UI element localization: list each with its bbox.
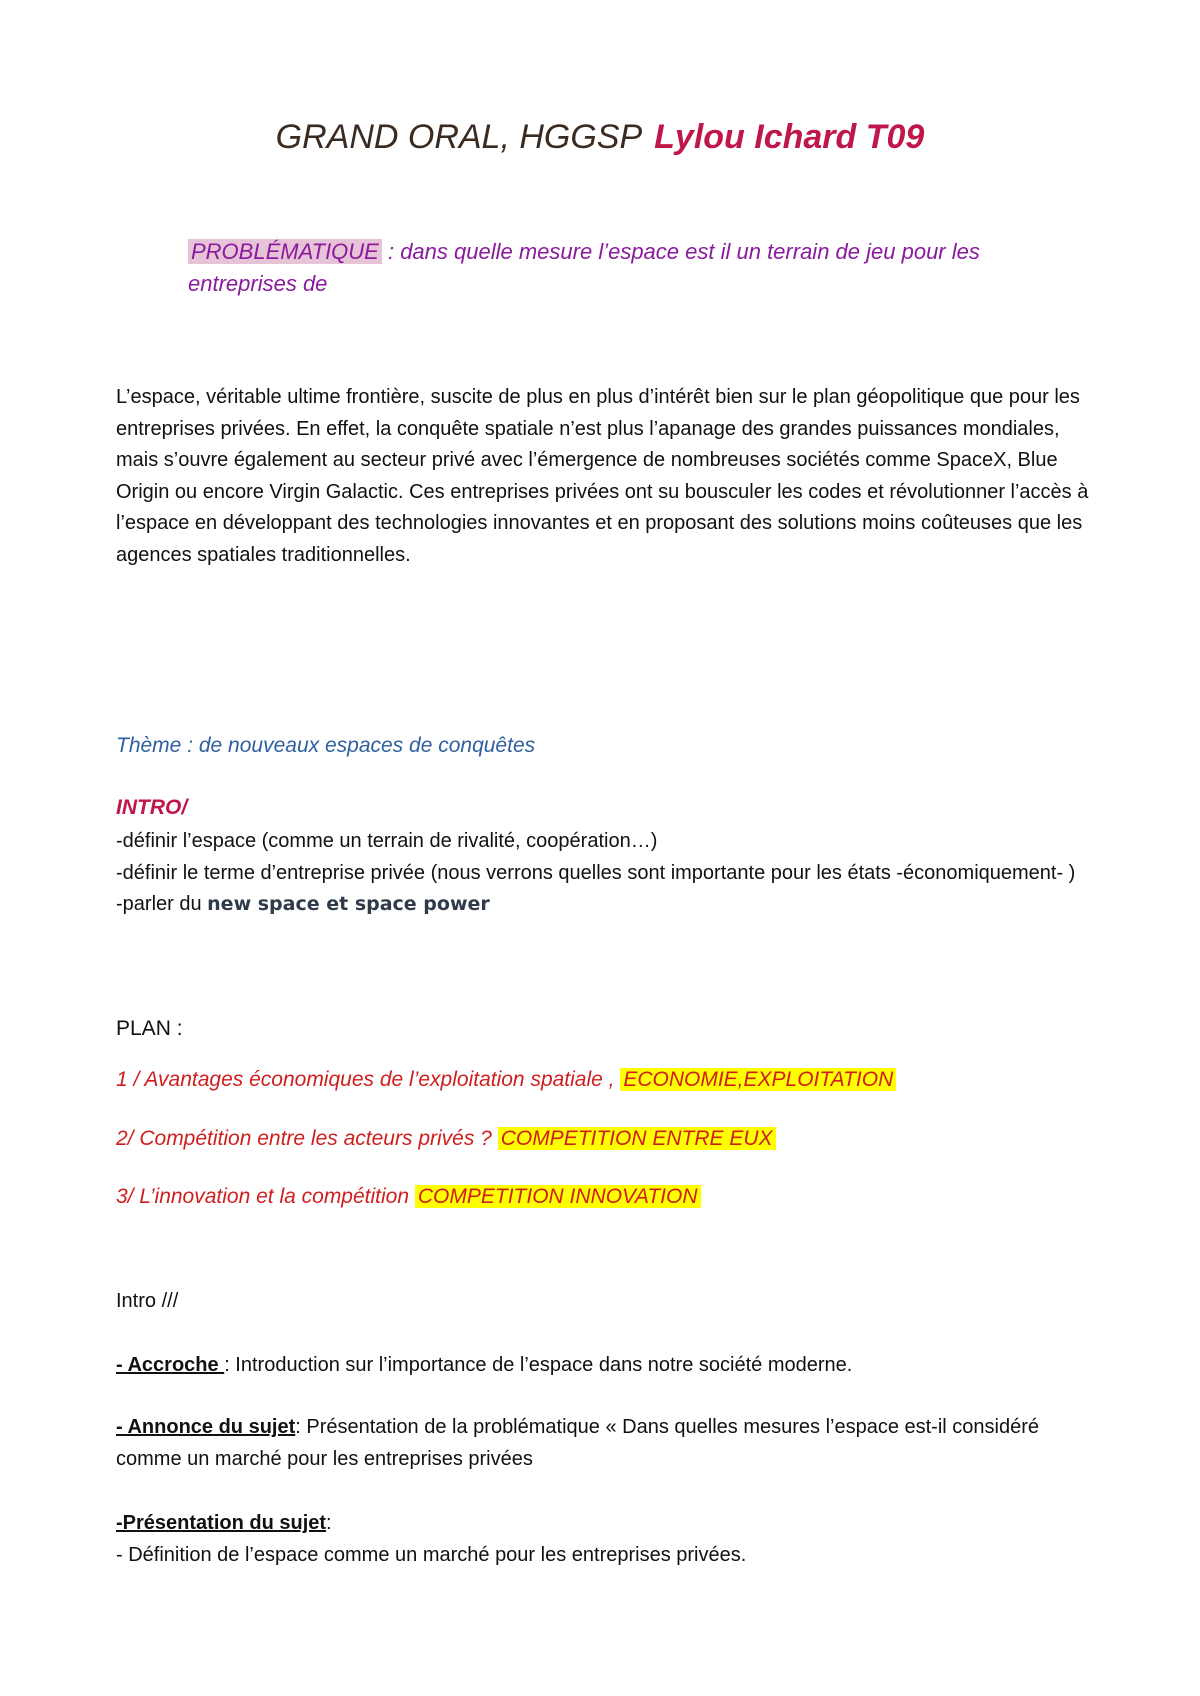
- accroche-label: - Accroche: [116, 1354, 225, 1376]
- plan-item-3: [116, 1185, 701, 1209]
- plan-item-1-highlight: ECONOMIE,EXPLOITATION: [620, 1068, 896, 1091]
- problematique: [188, 236, 1088, 300]
- plan-item-1: [116, 1068, 896, 1092]
- problematique-label: PROBLÉMATIQUE: [188, 239, 382, 264]
- plan-label: PLAN :: [116, 1017, 183, 1040]
- intro-item-3-term: new space et space power: [207, 893, 490, 915]
- intro-list: [116, 826, 1076, 921]
- plan-item-3-text: 3/ L’innovation et la compétition: [116, 1185, 415, 1208]
- intro-item-3: [116, 889, 1076, 921]
- theme-line: Thème : de nouveaux espaces de conquêtes: [116, 734, 536, 757]
- intro-heading: INTRO/: [116, 796, 188, 819]
- intro-item-1: -définir l’espace (comme un terrain de rivalité, coopération…): [116, 830, 658, 852]
- plan-item-2-highlight: COMPETITION ENTRE EUX: [498, 1127, 776, 1150]
- intro-item-3-prefix: -parler du: [116, 893, 208, 915]
- presentation-du-sujet: [116, 1508, 1096, 1571]
- intro-paragraph: L’espace, véritable ultime frontière, suscite de plus en plus d’intérêt bien sur le plan géopolitique que pour les entreprises privées. En effet, la conquête spatiale n’est plus l’apanage des grandes puissances mondiales, mais s’ouvre également au secteur privé avec l’émergence de nombreuses sociétés comme SpaceX, Blue Origin ou encore Virgin Galactic. Ces entreprises privées ont su bousculer les codes et révolutionner l’accès à l’espace en développant des technologies innovantes et en proposant des solutions moins coûteuses que les agences spatiales traditionnelles.: [116, 386, 1089, 566]
- plan-item-3-highlight: COMPETITION INNOVATION: [415, 1185, 701, 1208]
- document-title: [0, 118, 1200, 157]
- presentation-item: - Définition de l’espace comme un marché pour les entreprises privées.: [116, 1543, 747, 1566]
- plan-item-2-text: 2/ Compétition entre les acteurs privés ?: [116, 1127, 498, 1150]
- intro-section-heading: Intro ///: [116, 1290, 179, 1312]
- annonce-text: : Présentation de la problématique « Dans quelles mesures l’espace est-il considéré comme un marché pour les entreprises privées: [116, 1416, 1040, 1470]
- accroche-text: : Introduction sur l’importance de l’espace dans notre société moderne.: [224, 1354, 853, 1376]
- title-text: GRAND ORAL, HGGSP: [275, 118, 643, 156]
- presentation-label: -Présentation du sujet: [116, 1512, 327, 1534]
- plan-item-2: [116, 1127, 776, 1151]
- author-name: Lylou Ichard T09: [654, 118, 925, 156]
- accroche: [116, 1350, 1096, 1382]
- presentation-heading: [116, 1508, 1096, 1540]
- intro-item-2: -définir le terme d’entreprise privée (nous verrons quelles sont importante pour les états -économiquement- ): [116, 861, 1076, 884]
- annonce-label: - Annonce du sujet: [116, 1416, 296, 1438]
- presentation-colon: :: [326, 1512, 332, 1534]
- plan-item-1-text: 1 / Avantages économiques de l’exploitation spatiale ,: [116, 1068, 621, 1091]
- problematique-text: : dans quelle mesure l’espace est il un terrain de jeu pour les entreprises de: [188, 239, 980, 296]
- annonce-du-sujet: [116, 1412, 1096, 1475]
